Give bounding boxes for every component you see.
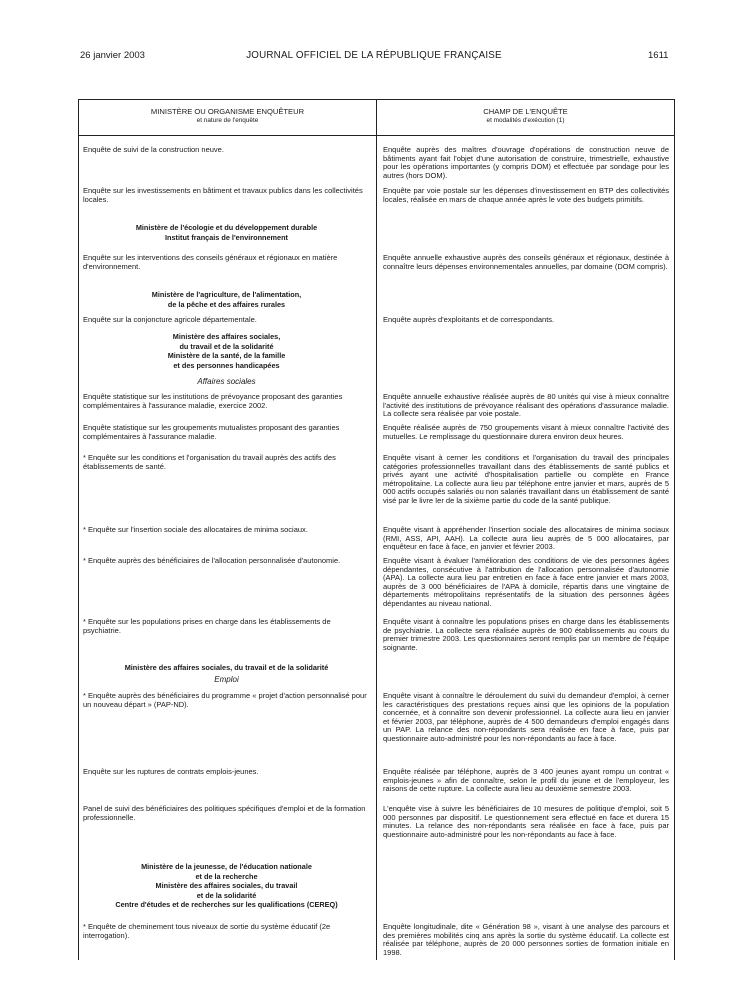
table-row-right: Enquête visant à connaître le déroulement du suivi du demandeur d'emploi, à cerner les caractéristiques des prestations reçues ainsi que les opinions de la population concernée, et à connaître son devenir professionnel. La collecte aura lieu en janvier et février 2003, par téléphone, auprès de 4 500 demandeurs d'emploi engagés dans un PAP. La relance des non-répondants sera réalisée en face à face, puis par questionnaire auto-administré pour les non-répondants au face à face. bbox=[383, 691, 669, 743]
table-row-left: * Enquête auprès des bénéficiaires de l'allocation personnalisée d'autonomie. bbox=[83, 556, 341, 565]
table-row-left: Enquête sur les investissements en bâtiment et travaux publics dans les collectivités locales. bbox=[83, 186, 363, 204]
section-subheading: Emploi bbox=[214, 675, 239, 684]
section-line: Ministère de l'écologie et du développement durable bbox=[135, 223, 318, 232]
section-line: et des personnes handicapées bbox=[173, 360, 280, 370]
section-heading bbox=[83, 223, 370, 242]
section-line: Ministère des affaires sociales, du travail bbox=[155, 881, 298, 890]
section-line: Ministère de l'agriculture, de l'alimentation, bbox=[151, 290, 302, 299]
table-row-right: Enquête visant à appréhender l'insertion sociale des allocataires de minima sociaux (RMI, ASS, API, AAH). La collecte aura lieu auprès de 5 000 allocataires, par enquêteur en face à face, en janvier et février 2003. bbox=[383, 525, 669, 552]
section-line: du travail et de la solidarité bbox=[179, 341, 274, 351]
right-column-header bbox=[377, 108, 674, 125]
section-heading bbox=[83, 290, 370, 309]
section-heading bbox=[83, 332, 370, 370]
left-column-subtitle: et nature de l'enquête bbox=[196, 116, 259, 124]
section-line: Ministère des affaires sociales, bbox=[172, 332, 281, 341]
section-heading bbox=[83, 862, 370, 910]
table-row-right: Enquête annuelle exhaustive réalisée auprès de 80 unités qui vise à mieux connaître l'activité des institutions de prévoyance réalisant des opérations d'assurance maladie. La collecte sera réalisée par voie postale. bbox=[383, 392, 669, 419]
table-row-left: Enquête sur les interventions des conseils généraux et régionaux en matière d'environnement. bbox=[83, 253, 338, 271]
survey-table bbox=[78, 99, 675, 960]
table-row-left: Enquête de suivi de la construction neuve. bbox=[83, 145, 224, 154]
table-row-left: * Enquête sur les populations prises en charge dans les établissements de psychiatrie. bbox=[83, 617, 331, 635]
section-line: de la pêche et des affaires rurales bbox=[167, 299, 286, 309]
section-line: et de la recherche bbox=[195, 871, 258, 881]
section-line: et de la solidarité bbox=[196, 890, 257, 900]
table-row-right: Enquête longitudinale, dite « Génération 98 », visant à une analyse des parcours et des premières mobilités cinq ans après la sortie du système éducatif. La collecte est réalisée par téléphone, auprès de 20 000 personnes sorties de formation initiale en 1998. bbox=[383, 922, 669, 957]
table-row-left: * Enquête auprès des bénéficiaires du programme « projet d'action personnalisé pour un nouveau départ » (PAP-ND). bbox=[83, 691, 367, 709]
table-row-left: Enquête statistique sur les institutions de prévoyance proposant des garanties complémentaires à l'assurance maladie, exercice 2002. bbox=[83, 392, 343, 410]
right-column-subtitle: et modalités d'exécution (1) bbox=[486, 116, 565, 124]
table-row-right: Enquête visant à évaluer l'amélioration des conditions de vie des personnes âgées dépendantes, consécutive à l'attribution de l'allocation personnalisée d'autonomie (APA). La collecte aura lieu par entretien en face à face entre janvier et mars 2003, auprès de 3 000 bénéficiaires de l'APA à domicile, répartis dans une vingtaine de départements métropolitains représentatifs de la situation des personnes âgées dépendantes au niveau national. bbox=[383, 556, 669, 608]
table-row-right: Enquête réalisée par téléphone, auprès de 3 400 jeunes ayant rompu un contrat « emplois-jeunes » afin de connaître, selon le profil du jeune et de l'employeur, les raisons de cette rupture. La collecte aura lieu au deuxième semestre 2003. bbox=[383, 767, 669, 794]
section-heading bbox=[83, 663, 370, 673]
table-row-right: Enquête visant à connaître les populations prises en charge dans les établissements de psychiatrie. La collecte sera réalisée auprès de 900 établissements au cours du premier trimestre 2003. Les questionnaires seront remplis par un membre de l'équipe soignante. bbox=[383, 617, 669, 652]
table-row-left: * Enquête sur l'insertion sociale des allocataires de minima sociaux. bbox=[83, 525, 308, 534]
left-column-header bbox=[79, 108, 376, 125]
section-line: Institut français de l'environnement bbox=[165, 232, 288, 242]
section-line: Ministère des affaires sociales, du travail et de la solidarité bbox=[124, 663, 329, 672]
section-subheading: Affaires sociales bbox=[197, 377, 256, 386]
table-row-left: Enquête sur la conjoncture agricole départementale. bbox=[83, 315, 257, 324]
table-row-right: Enquête réalisée auprès de 750 groupements visant à mieux connaître l'activité des mutuelles. Le remplissage du questionnaire durera environ deux heures. bbox=[383, 423, 669, 441]
table-row-left: * Enquête de cheminement tous niveaux de sortie du système éducatif (2e interrogation). bbox=[83, 922, 331, 940]
table-row-right: Enquête visant à cerner les conditions et l'organisation du travail des principales catégories professionnelles travaillant dans des établissements de santé publics et privés ayant une activité d'hospitalisation partielle ou complète en France métropolitaine. La collecte aura lieu par téléphone entre janvier et mars, auprès de 5 000 actifs occupés salariés ou non salariés travaillant dans un établissement de santé visé par le livre Ier de la sixième partie du code de la santé publique. bbox=[383, 453, 669, 505]
table-row-left: Panel de suivi des bénéficiaires des politiques spécifiques d'emploi et de la formation professionnelle. bbox=[83, 804, 366, 822]
section-line: Ministère de la santé, de la famille bbox=[167, 351, 286, 360]
section-line: Ministère de la jeunesse, de l'éducation nationale bbox=[141, 862, 312, 871]
table-row-right: L'enquête vise à suivre les bénéficiaires de 10 mesures de politique d'emploi, soit 5 000 personnes par dispositif. Le questionnement sera effectué en face et durera 15 minutes. La relance des non-répondants sera réalisée en face à face, puis par questionnaire auto-administré pour les non-répondants au face à face. bbox=[383, 804, 669, 839]
journal-date: 26 janvier 2003 bbox=[80, 50, 145, 61]
column-divider bbox=[376, 100, 377, 960]
table-row-left: Enquête sur les ruptures de contrats emplois-jeunes. bbox=[83, 767, 259, 776]
table-row-right: Enquête auprès d'exploitants et de correspondants. bbox=[383, 315, 555, 324]
journal-title: JOURNAL OFFICIEL DE LA RÉPUBLIQUE FRANÇAISE bbox=[246, 50, 502, 61]
table-row-left: * Enquête sur les conditions et l'organisation du travail auprès des actifs des établissements de santé. bbox=[83, 453, 336, 471]
table-row-left: Enquête statistique sur les groupements mutualistes proposant des garanties complémentaires à l'assurance maladie. bbox=[83, 423, 340, 441]
table-row-right: Enquête par voie postale sur les dépenses d'investissement en BTP des collectivités locales, réalisée en mars de chaque année après le vote des budgets primitifs. bbox=[383, 186, 669, 204]
right-column-title: CHAMP DE L'ENQUÊTE bbox=[483, 107, 568, 116]
section-line: Centre d'études et de recherches sur les qualifications (CEREQ) bbox=[115, 900, 338, 909]
table-row-right: Enquête annuelle exhaustive auprès des conseils généraux et régionaux, destinée à connaître leurs dépenses environnementales annuelles, par domaine (DOM compris). bbox=[383, 253, 669, 271]
header-rule bbox=[79, 135, 674, 136]
left-column-title: MINISTÈRE OU ORGANISME ENQUÊTEUR bbox=[150, 107, 305, 116]
page-number: 1611 bbox=[648, 50, 669, 61]
table-row-right: Enquête auprès des maîtres d'ouvrage d'opérations de construction neuve de bâtiments ayant fait l'objet d'une autorisation de construire, trimestrielle, exhaustive pour les opérations importantes (y compris DOM) et effectuée par sondage pour les autres (hors DOM). bbox=[383, 145, 669, 180]
